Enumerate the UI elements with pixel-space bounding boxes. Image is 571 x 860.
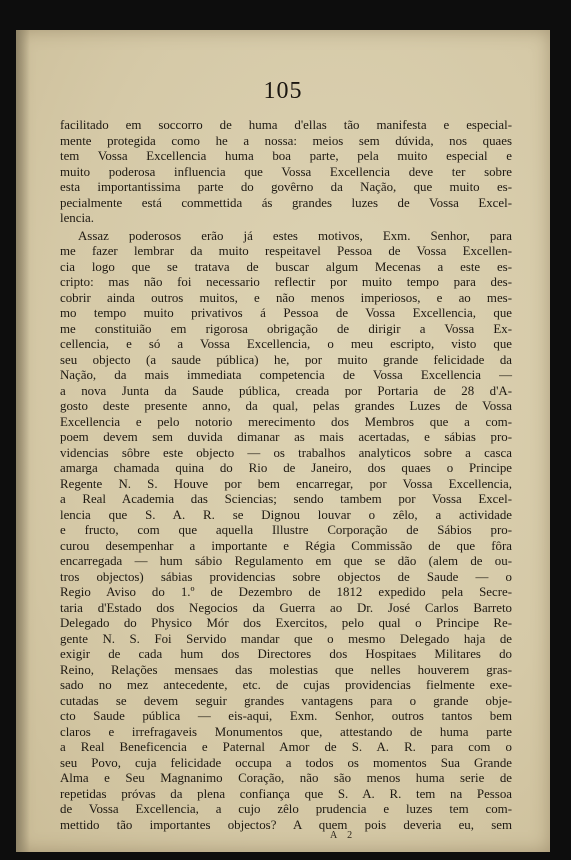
text-line: Assaz poderosos erão já estes motivos, Exm. Senhor, para [78, 228, 512, 243]
text-line: videncias sôbre este objecto — os trabalhos analyticos sobre a casca [60, 445, 512, 460]
text-line: cutadas se devem seguir grandes vantagens para o grande obje- [60, 693, 512, 708]
text-line: tem Vossa Excellencia huma boa parte, pela muito especial e [60, 149, 512, 163]
text-line: a Real Beneficencia e Paternal Amor de S. A. R. para com o [60, 740, 512, 754]
text-line: Excellencia e pelo notorio merecimento dos Membros que a com- [60, 414, 512, 429]
text-line: a Real Academia das Sciencias; sendo tambem por Vossa Excel- [60, 492, 512, 506]
text-line: curou desempenhar a importante e Régia Commissão de que fôra [60, 538, 512, 553]
text-line: exigir de cada hum dos Directores dos Hospitaes Militares do [60, 647, 512, 661]
text-line: esta importantissima parte do govêrno da Nação, que muito es- [60, 180, 512, 194]
text-line: cellencia, e só a Vossa Excellencia, o meu escripto, visto que [60, 337, 512, 351]
text-line: seu objecto (a saude pública) he, por muito grande felicidade da [60, 352, 512, 367]
text-line: mente protegida como he a nossa: meios sem dúvida, nos quaes [60, 133, 512, 148]
text-line: poem devem sem duvida dimanar as mais acertadas, e sábias pro- [60, 430, 512, 444]
text-line: de Vossa Excellencia, a cujo zêlo prudencia e luzes tem com- [60, 802, 512, 816]
text-line: Nação, da mais immediata competencia de Vossa Excellencia — [60, 368, 512, 382]
text-line: me constituião em rigorosa obrigação de dirigir a Vossa Ex- [60, 321, 512, 336]
text-line: seu Povo, cuja felicidade occupa a todos os momentos Sua Grande [60, 755, 512, 770]
text-line: muito poderosa influencia que Vossa Excellencia deve ter sobre [60, 164, 512, 179]
text-line: facilitado em soccorro de huma d'ellas tão manifesta e especial- [60, 118, 512, 132]
text-line: sado no mez antecedente, etc. de cujas providencias fielmente exe- [60, 678, 512, 692]
text-line: cripto: mas não foi necessario reflectir por muito tempo para des- [60, 275, 512, 289]
text-line: repetidas próvas da plena confiança que S. A. R. tem na Pessoa [60, 786, 512, 801]
text-line: mettido tão importantes objectos? A quem pois deveria eu, sem [60, 817, 512, 832]
text-line: amarga chamada quina do Rio de Janeiro, dos quaes o Principe [60, 461, 512, 475]
text-line: cto Saude pública — eis-aqui, Exm. Senhor, outros tantos bem [60, 709, 512, 723]
text-line: taria d'Estado dos Negocios da Guerra ao Dr. José Carlos Barreto [60, 600, 512, 615]
text-line: e fructo, com que aquella Illustre Corporação de Sábios pro- [60, 523, 512, 537]
text-line: claros e irrefragaveis Monumentos que, attestando de huma parte [60, 724, 512, 739]
text-line: cia logo que se tratava de buscar algum Mecenas a este es- [60, 259, 512, 274]
body-text [60, 118, 512, 833]
text-line: me fazer lembrar da muito respeitavel Pessoa de Vossa Excellen- [60, 244, 512, 258]
text-line: Regio Aviso do 1.º de Dezembro de 1812 expedido pela Secre- [60, 585, 512, 599]
text-line: mo tempo muito privativos á Pessoa de Vossa Excellencia, que [60, 306, 512, 320]
text-line: lencia. [60, 211, 94, 225]
text-line: cobrir ainda outros muitos, e não menos imperiosos, e ao mes- [60, 290, 512, 305]
text-line: a nova Junta da Saude pública, creada por Portaria de 28 d'A- [60, 383, 512, 398]
book-page [16, 30, 550, 852]
page-number: 105 [263, 78, 303, 104]
text-line: Regente N. S. Houve por bem encarregar, por Vossa Excellencia, [60, 476, 512, 491]
text-line: Delegado do Physico Mór dos Exercitos, pelo qual o Principe Re- [60, 616, 512, 630]
text-line: Reino, Relações mensaes das molestias que nelles houverem gras- [60, 662, 512, 677]
text-line: gente N. S. Foi Servido mandar que o mesmo Delegado haja de [60, 631, 512, 646]
text-line: Alma e Seu Magnanimo Coração, não são menos huma serie de [60, 771, 512, 785]
text-line: tros objectos) sábias providencias sobre objectos de Saude — o [60, 569, 512, 584]
text-line: gosto deste presente anno, da qual, pelas grandes Luzes de Vossa [60, 399, 512, 413]
text-line: lencia que S. A. R. se Dignou louvar o zêlo, a actividade [60, 507, 512, 522]
text-line: encarregada — hum sábio Regulamento em que se dão (alem de ou- [60, 554, 512, 568]
text-line: pecialmente está commettida ás grandes luzes de Vossa Excel- [60, 195, 512, 210]
signature-mark: A 2 [330, 830, 357, 841]
page-gutter-shadow [16, 30, 30, 852]
